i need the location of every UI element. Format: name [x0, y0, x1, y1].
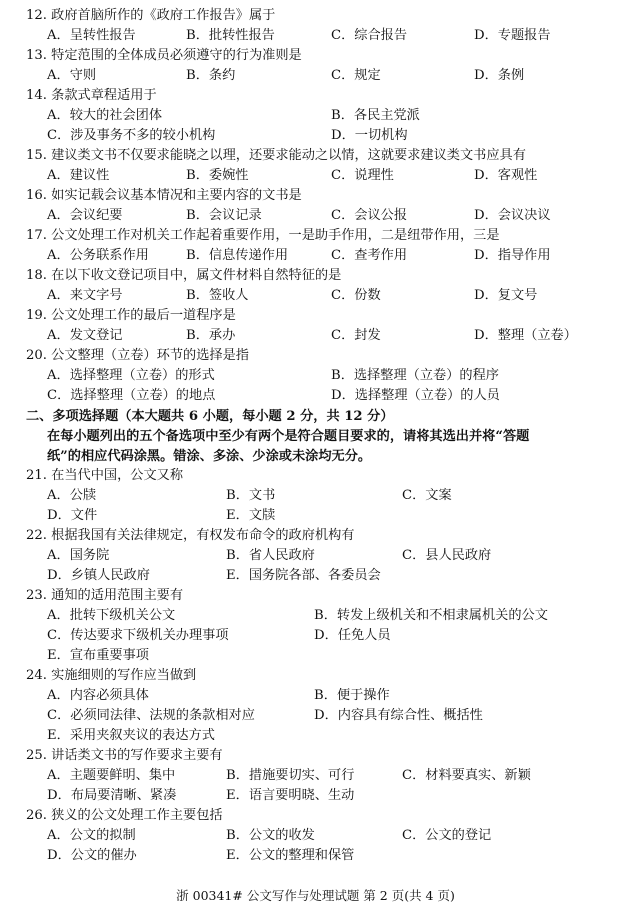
- exam-page: 12. 政府首脑所作的《政府工作报告》属于 A．呈转性报告 B．批转性报告 C．综合报告 D．专题报告 13. 特定范围的全体成员必须遵守的行为准则是 A．守则 B．条约 C．规定 D．条例 14. 条款式章程适用于 A．较大的社会团体 B．各民主党派 C．涉及事务不多的较小机构 D．一切机构 15. 建议类文书不仅要求能晓之以理，还要求能动之以情，这就要求建议类文书应具有 A．建议性 B．委婉性 C．说理性 D．客观性 16. 如实记载会议基本情况和主要内容的文书是 A．会议纪要 B．会议记录 C．会议公报 D．会议决议 17. 公文处理工作对机关工作起着重要作用，一是助手作用，二是纽带作用，三是 A．公务联系作用 B．信息传递作用 C．查考作用 D．指导作用 18. 在以下收文登记项目中，属文件材料自然特征的是 A．来文字号 B．签收人 C．份数 D．复文号 19. 公文处理工作的最后一道程序是 A．发文登记 B．承办 C．封发 D．整理（立卷） 20. 公文整理（立卷）环节的选择是指 A．选择整理（立卷）的形式 B．选择整理（立卷）的程序 C．选择整理（立卷）的地点 D．选择整理（立卷）的人员 二、多项选择题（本大题共 6 小题，每小题 2 分，共 12 分） 在每小题列出的五个备选项中至少有两个是符合题目要求的，请将其选出并将“答题 纸”的相应代码涂黑。错涂、多涂、少涂或未涂均无分。 21. 在当代中国，公文又称 A．公牍 B．文书 C．文案 D．文件 E．文牍 22. 根据我国有关法律规定，有权发布命令的政府机构有 A．国务院 B．省人民政府 C．县人民政府 D．乡镇人民政府 E．国务院各部、各委员会 23. 通知的适用范围主要有 A．批转下级机关公文 B．转发上级机关和不相隶属机关的公文 C．传达要求下级机关办理事项 D．任免人员 E．宣布重要事项 24. 实施细则的写作应当做到 A．内容必须具体 B．便于操作 C．必须同法律、法规的条款相对应 D．内容具有综合性、概括性 E．采用夹叙夹议的表达方式 25. 讲话类文书的写作要求主要有 A．主题要鲜明、集中 B．措施要切实、可行 C．材料要真实、新颖 D．布局要清晰、紧凑 E．语言要明晓、生动 26. 狭义的公文处理工作主要包括 A．公文的拟制 B．公文的收发 C．公文的登记 D．公文的催办 E．公文的整理和保管 浙 00341# 公文写作与处理试题 第 2 页(共 4 页): [0, 0, 631, 922]
- page-footer: 浙 00341# 公文写作与处理试题 第 2 页(共 4 页): [176, 888, 455, 903]
